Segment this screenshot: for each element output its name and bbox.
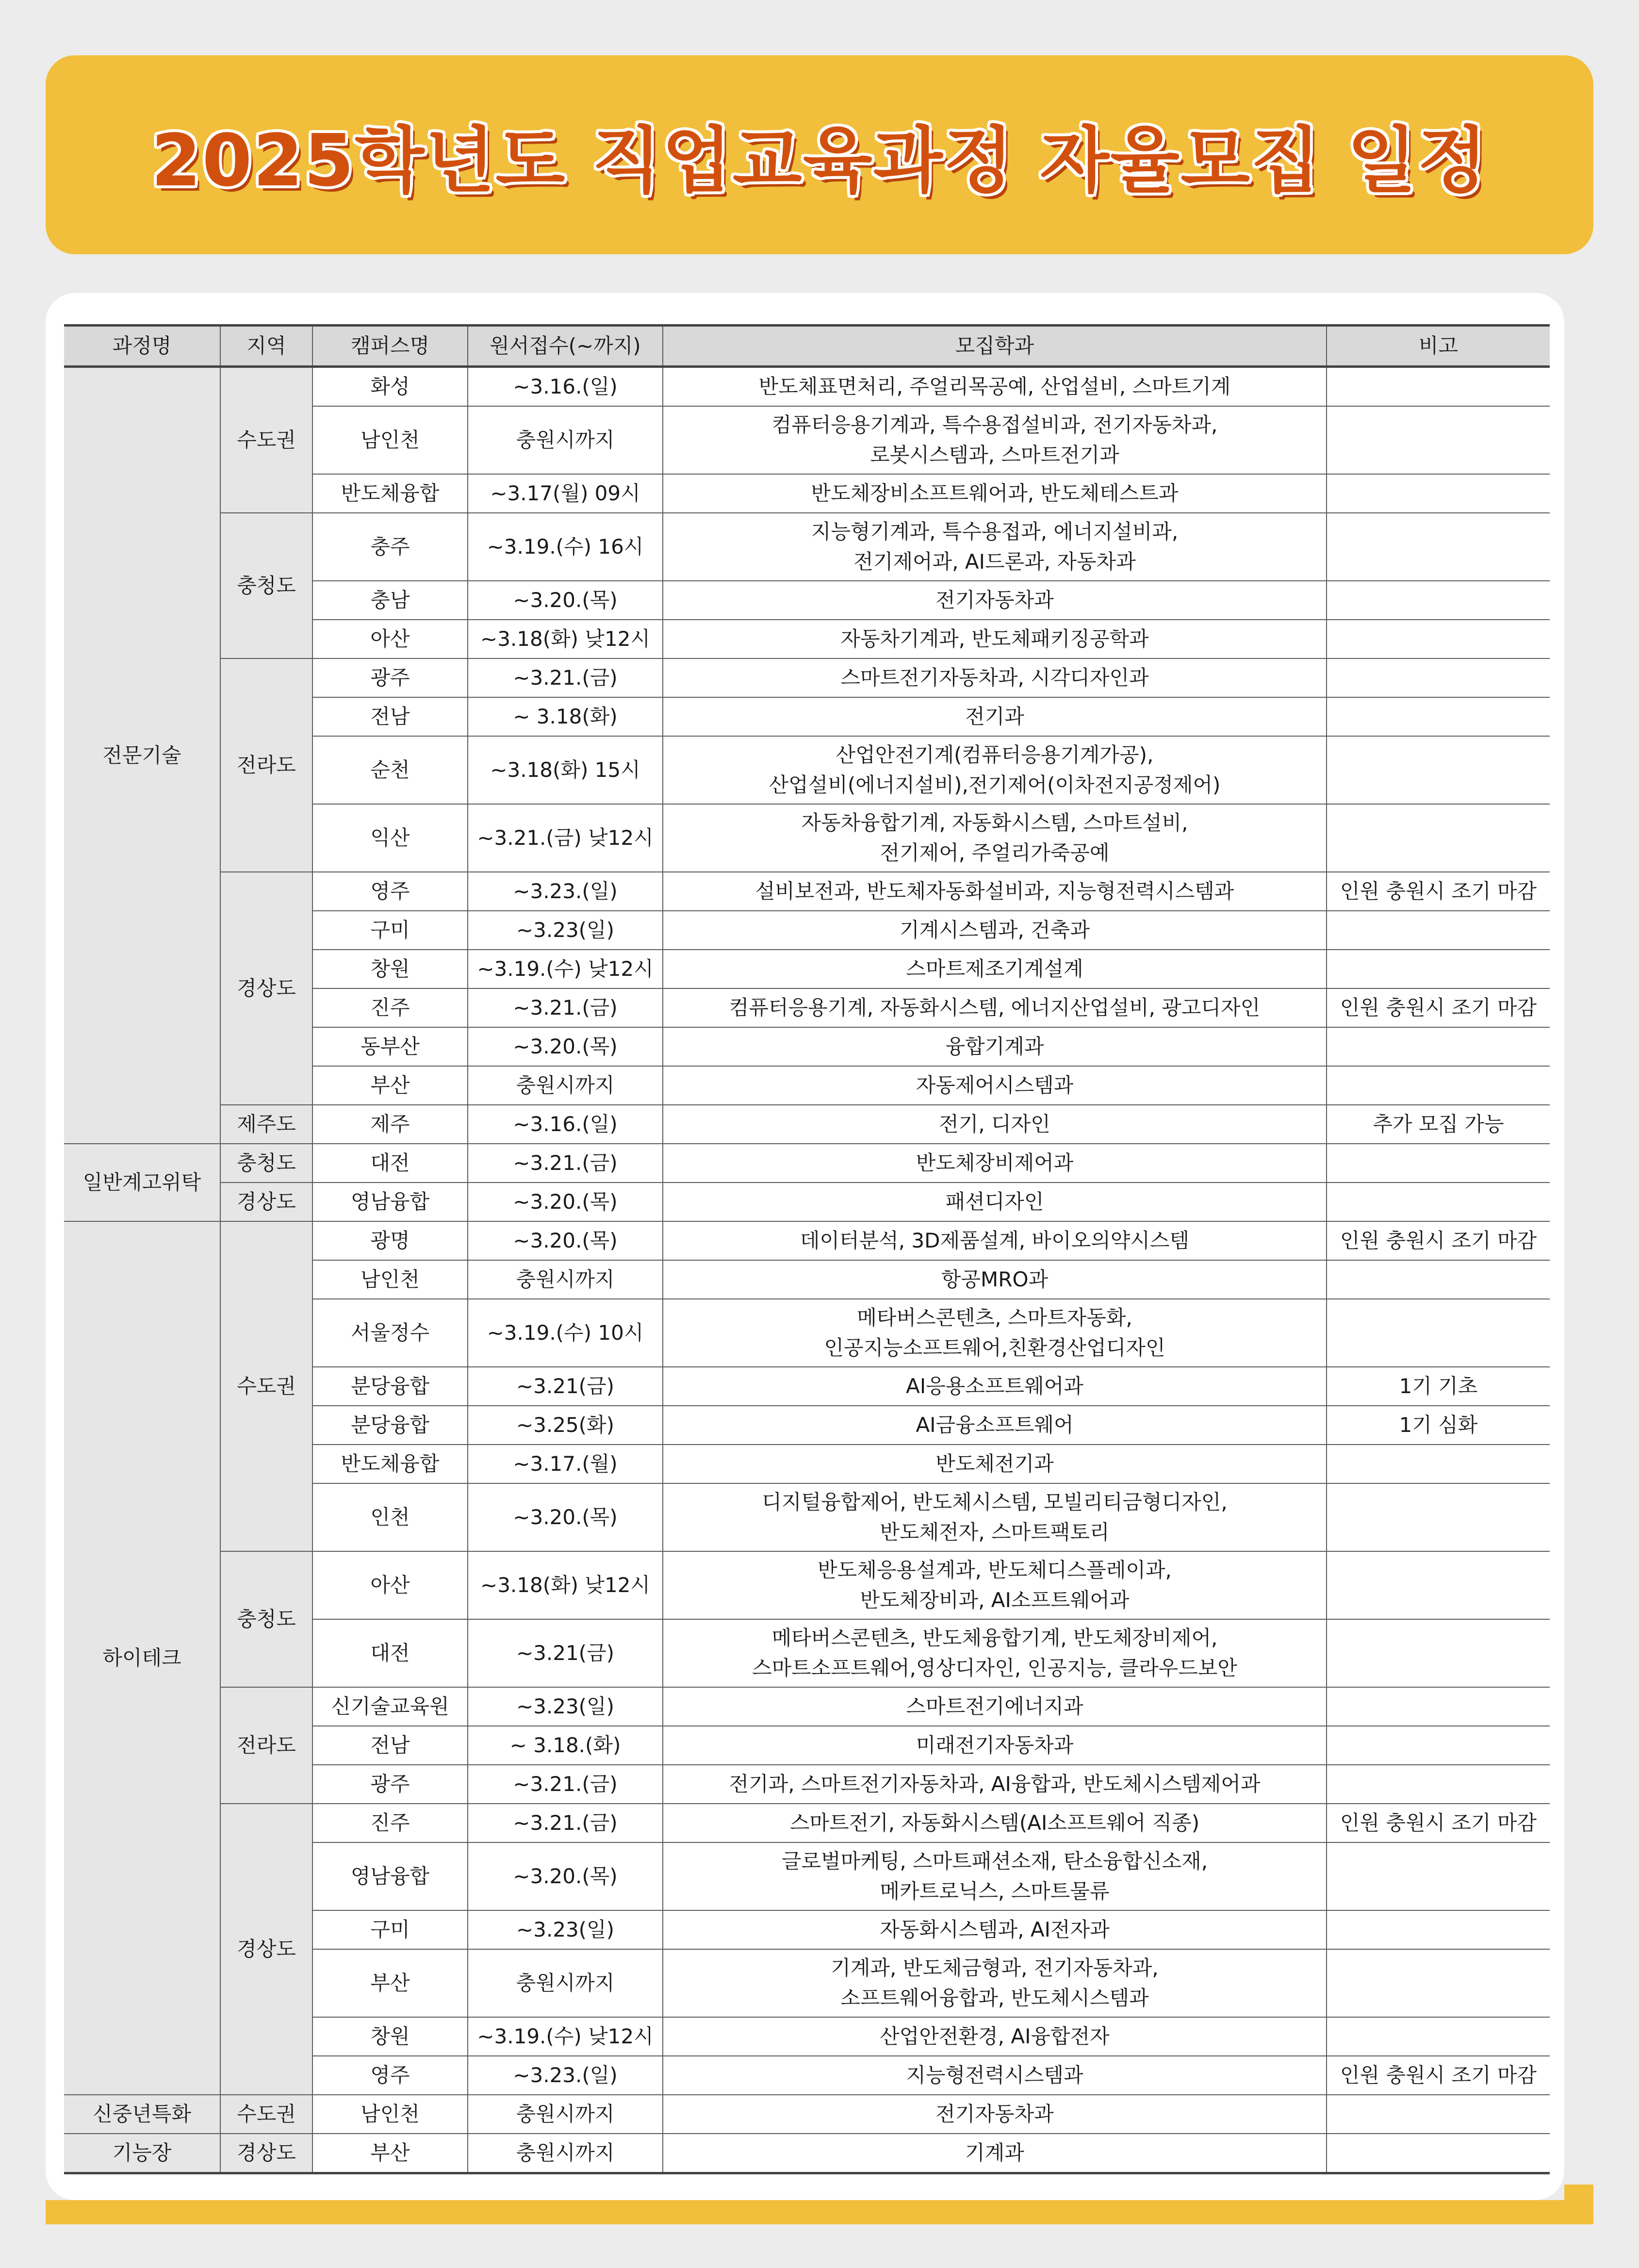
campus-cell: 전남: [312, 697, 468, 736]
departments-cell: [663, 872, 1327, 911]
note-cell: [1327, 1687, 1550, 1726]
note-cell: 인원 충원시 조기 마감: [1327, 1221, 1550, 1260]
departments-cell: [663, 1367, 1327, 1406]
campus-cell: 아산: [312, 620, 468, 658]
deadline-cell: ~3.21(금): [468, 1367, 663, 1406]
department-line: 지능형기계과, 특수용접과, 에너지설비과,: [811, 520, 1179, 543]
campus-cell: 아산: [312, 1551, 468, 1619]
region-cell: 충청도: [220, 1144, 312, 1183]
table-row: [64, 1183, 1550, 1221]
department-line: 반도체장비소프트웨어과, 반도체테스트과: [811, 481, 1179, 505]
note-cell: [1327, 804, 1550, 872]
table-body: [64, 367, 1550, 2173]
department-line: 메타버스콘텐츠, 반도체융합기계, 반도체장비제어,: [771, 1626, 1218, 1650]
campus-cell: 충남: [312, 581, 468, 620]
table-row: [64, 658, 1550, 697]
campus-cell: 구미: [312, 911, 468, 950]
campus-cell: 충주: [312, 513, 468, 581]
departments-cell: [663, 1726, 1327, 1765]
campus-cell: 부산: [312, 1066, 468, 1105]
table-row: [64, 367, 1550, 407]
note-cell: [1327, 1144, 1550, 1183]
note-cell: [1327, 1910, 1550, 1949]
department-line: 지능형전력시스템과: [906, 2063, 1083, 2087]
deadline-cell: ~3.16.(일): [468, 367, 663, 407]
note-cell: [1327, 1765, 1550, 1804]
course-name-cell: 신중년특화: [64, 2095, 220, 2134]
departments-cell: [663, 1406, 1327, 1445]
department-line: 산업안전기계(컴퓨터응용기계가공),: [836, 743, 1154, 767]
departments-cell: [663, 1144, 1327, 1183]
note-cell: 1기 기초: [1327, 1367, 1550, 1406]
department-line: 패션디자인: [945, 1190, 1044, 1214]
note-cell: 인원 충원시 조기 마감: [1327, 872, 1550, 911]
region-cell: 경상도: [220, 1183, 312, 1221]
departments-cell: [663, 736, 1327, 804]
campus-cell: 반도체융합: [312, 1445, 468, 1483]
deadline-cell: ~3.18(화) 낮12시: [468, 620, 663, 658]
note-cell: [1327, 697, 1550, 736]
note-cell: [1327, 1260, 1550, 1299]
department-line: 스마트전기에너지과: [906, 1694, 1083, 1718]
deadline-cell: 충원시까지: [468, 1066, 663, 1105]
table-row: [64, 1804, 1550, 1842]
region-cell: 제주도: [220, 1105, 312, 1144]
departments-cell: [663, 1687, 1327, 1726]
department-line: 자동차융합기계, 자동화시스템, 스마트설비,: [801, 811, 1188, 835]
departments-cell: [663, 2017, 1327, 2056]
region-cell: 수도권: [220, 1221, 312, 1551]
table-row: [64, 2134, 1550, 2173]
region-cell: 경상도: [220, 1804, 312, 2095]
department-line: 스마트소프트웨어,영상디자인, 인공지능, 클라우드보안: [752, 1656, 1237, 1680]
departments-cell: [663, 1483, 1327, 1551]
campus-cell: 남인천: [312, 406, 468, 474]
department-line: 전기자동차과: [935, 588, 1054, 612]
departments-cell: [663, 1445, 1327, 1483]
header-region: 지역: [220, 326, 312, 367]
note-cell: [1327, 1445, 1550, 1483]
campus-cell: 진주: [312, 1804, 468, 1842]
note-cell: [1327, 2095, 1550, 2134]
deadline-cell: 충원시까지: [468, 406, 663, 474]
note-cell: 1기 심화: [1327, 1406, 1550, 1445]
department-line: 미래전기자동차과: [916, 1733, 1074, 1757]
note-cell: [1327, 658, 1550, 697]
department-line: AI금융소프트웨어: [916, 1413, 1074, 1437]
deadline-cell: ~3.23.(일): [468, 872, 663, 911]
campus-cell: 창원: [312, 950, 468, 988]
departments-cell: [663, 1765, 1327, 1804]
department-line: AI응용소프트웨어과: [906, 1374, 1083, 1398]
deadline-cell: ~3.20.(목): [468, 1483, 663, 1551]
region-cell: 경상도: [220, 2134, 312, 2173]
deadline-cell: ~3.21.(금): [468, 658, 663, 697]
region-cell: 전라도: [220, 1687, 312, 1804]
campus-cell: 분당융합: [312, 1367, 468, 1406]
table-row: [64, 1144, 1550, 1183]
deadline-cell: ~3.20.(목): [468, 1183, 663, 1221]
deadline-cell: ~3.19.(수) 10시: [468, 1299, 663, 1367]
deadline-cell: ~3.19.(수) 16시: [468, 513, 663, 581]
note-cell: [1327, 1619, 1550, 1687]
note-cell: [1327, 1551, 1550, 1619]
department-line: 자동차기계과, 반도체패키징공학과: [840, 627, 1149, 651]
region-cell: 수도권: [220, 2095, 312, 2134]
deadline-cell: 충원시까지: [468, 2095, 663, 2134]
campus-cell: 부산: [312, 2134, 468, 2173]
note-cell: 인원 충원시 조기 마감: [1327, 1804, 1550, 1842]
departments-cell: [663, 911, 1327, 950]
course-name-cell: 기능장: [64, 2134, 220, 2173]
deadline-cell: ~3.20.(목): [468, 1027, 663, 1066]
department-line: 전기자동차과: [935, 2102, 1054, 2126]
department-line: 산업안전환경, AI융합전자: [880, 2024, 1110, 2048]
department-line: 전기과, 스마트전기자동차과, AI융합과, 반도체시스템제어과: [729, 1772, 1261, 1796]
region-cell: 전라도: [220, 658, 312, 872]
course-name-cell: 전문기술: [64, 367, 220, 1144]
department-line: 전기제어, 주얼리가죽공예: [880, 841, 1110, 865]
region-cell: 수도권: [220, 367, 312, 513]
department-line: 기계과: [965, 2141, 1024, 2165]
department-line: 기계시스템과, 건축과: [900, 918, 1090, 942]
deadline-cell: 충원시까지: [468, 2134, 663, 2173]
campus-cell: 진주: [312, 988, 468, 1027]
deadline-cell: 충원시까지: [468, 1949, 663, 2017]
region-cell: 경상도: [220, 872, 312, 1105]
departments-cell: [663, 2095, 1327, 2134]
department-line: 전기, 디자인: [939, 1112, 1050, 1136]
table-row: [64, 1105, 1550, 1144]
campus-cell: 제주: [312, 1105, 468, 1144]
deadline-cell: ~3.18(화) 낮12시: [468, 1551, 663, 1619]
note-cell: [1327, 1066, 1550, 1105]
note-cell: 인원 충원시 조기 마감: [1327, 2056, 1550, 2095]
header-departments: 모집학과: [663, 326, 1327, 367]
departments-cell: [663, 2056, 1327, 2095]
campus-cell: 영남융합: [312, 1183, 468, 1221]
deadline-cell: ~3.21.(금): [468, 1804, 663, 1842]
departments-cell: [663, 1105, 1327, 1144]
departments-cell: [663, 1842, 1327, 1910]
note-cell: [1327, 1726, 1550, 1765]
deadline-cell: ~3.21.(금): [468, 988, 663, 1027]
table-header-row: [64, 326, 1550, 367]
departments-cell: [663, 1299, 1327, 1367]
deadline-cell: ~3.21.(금): [468, 1144, 663, 1183]
campus-cell: 대전: [312, 1144, 468, 1183]
deadline-cell: ~3.19.(수) 낮12시: [468, 950, 663, 988]
campus-cell: 반도체융합: [312, 474, 468, 513]
departments-cell: [663, 1619, 1327, 1687]
header-deadline: 원서접수(~까지): [468, 326, 663, 367]
department-line: 로봇시스템과, 스마트전기과: [870, 443, 1119, 467]
table-row: [64, 1221, 1550, 1260]
note-cell: [1327, 1842, 1550, 1910]
campus-cell: 광명: [312, 1221, 468, 1260]
department-line: 산업설비(에너지설비),전기제어(이차전지공정제어): [769, 773, 1221, 797]
department-line: 반도체장비제어과: [916, 1151, 1074, 1175]
department-line: 설비보전과, 반도체자동화설비과, 지능형전력시스템과: [755, 879, 1234, 903]
deadline-cell: ~3.20.(목): [468, 581, 663, 620]
departments-cell: [663, 1183, 1327, 1221]
deadline-cell: ~3.17(월) 09시: [468, 474, 663, 513]
note-cell: [1327, 513, 1550, 581]
campus-cell: 신기술교육원: [312, 1687, 468, 1726]
deadline-cell: 충원시까지: [468, 1260, 663, 1299]
department-line: 스마트제조기계설계: [906, 957, 1083, 981]
department-line: 반도체전자, 스마트팩토리: [880, 1520, 1110, 1544]
title-banner: [46, 55, 1593, 254]
deadline-cell: ~3.23(일): [468, 1687, 663, 1726]
note-cell: [1327, 367, 1550, 407]
departments-cell: [663, 581, 1327, 620]
departments-cell: [663, 697, 1327, 736]
department-line: 반도체전기과: [935, 1452, 1054, 1476]
department-line: 항공MRO과: [941, 1267, 1049, 1291]
schedule-table: [64, 324, 1550, 2174]
departments-cell: [663, 950, 1327, 988]
departments-cell: [663, 620, 1327, 658]
department-line: 디지털융합제어, 반도체시스템, 모빌리티금형디자인,: [762, 1490, 1228, 1514]
departments-cell: [663, 1027, 1327, 1066]
note-cell: [1327, 581, 1550, 620]
departments-cell: [663, 804, 1327, 872]
campus-cell: 동부산: [312, 1027, 468, 1066]
note-cell: [1327, 736, 1550, 804]
department-line: 자동화시스템과, AI전자과: [880, 1918, 1110, 1941]
department-line: 기계과, 반도체금형과, 전기자동차과,: [831, 1956, 1159, 1980]
departments-cell: [663, 1221, 1327, 1260]
page-title: 2025학년도 직업교육과정 자율모집 일정: [151, 119, 1488, 202]
table-row: [64, 513, 1550, 581]
department-line: 반도체표면처리, 주얼리목공예, 산업설비, 스마트기계: [758, 375, 1231, 398]
note-cell: [1327, 1483, 1550, 1551]
departments-cell: [663, 1910, 1327, 1949]
campus-cell: 화성: [312, 367, 468, 407]
departments-cell: [663, 1066, 1327, 1105]
departments-cell: [663, 2134, 1327, 2173]
header-campus: 캠퍼스명: [312, 326, 468, 367]
departments-cell: [663, 1551, 1327, 1619]
department-line: 스마트전기자동차과, 시각디자인과: [840, 666, 1149, 690]
note-cell: 추가 모집 가능: [1327, 1105, 1550, 1144]
deadline-cell: ~3.17.(월): [468, 1445, 663, 1483]
department-line: 반도체장비과, AI소프트웨어과: [860, 1588, 1130, 1612]
deadline-cell: ~3.19.(수) 낮12시: [468, 2017, 663, 2056]
campus-cell: 익산: [312, 804, 468, 872]
course-name-cell: 하이테크: [64, 1221, 220, 2095]
departments-cell: [663, 513, 1327, 581]
department-line: 컴퓨터응용기계과, 특수용접설비과, 전기자동차과,: [771, 413, 1218, 437]
table-row: [64, 1687, 1550, 1726]
note-cell: [1327, 1027, 1550, 1066]
department-line: 인공지능소프트웨어,친환경산업디자인: [824, 1336, 1165, 1360]
footer-bar: [46, 2200, 1593, 2224]
note-cell: [1327, 1183, 1550, 1221]
deadline-cell: ~3.20.(목): [468, 1842, 663, 1910]
note-cell: 인원 충원시 조기 마감: [1327, 988, 1550, 1027]
department-line: 스마트전기, 자동화시스템(AI소프트웨어 직종): [789, 1811, 1200, 1835]
department-line: 전기제어과, AI드론과, 자동차과: [853, 550, 1136, 574]
deadline-cell: ~3.21.(금) 낮12시: [468, 804, 663, 872]
departments-cell: [663, 988, 1327, 1027]
note-cell: [1327, 2017, 1550, 2056]
campus-cell: 구미: [312, 1910, 468, 1949]
department-line: 자동제어시스템과: [916, 1073, 1074, 1097]
course-name-cell: 일반계고위탁: [64, 1144, 220, 1221]
deadline-cell: ~3.23(일): [468, 911, 663, 950]
region-cell: 충청도: [220, 513, 312, 658]
note-cell: [1327, 1949, 1550, 2017]
campus-cell: 광주: [312, 1765, 468, 1804]
header-note: 비고: [1327, 326, 1550, 367]
campus-cell: 분당융합: [312, 1406, 468, 1445]
campus-cell: 서울정수: [312, 1299, 468, 1367]
department-line: 소프트웨어융합과, 반도체시스템과: [840, 1986, 1149, 2010]
note-cell: [1327, 911, 1550, 950]
deadline-cell: ~3.21(금): [468, 1619, 663, 1687]
campus-cell: 남인천: [312, 1260, 468, 1299]
department-line: 전기과: [965, 705, 1024, 728]
deadline-cell: ~3.20.(목): [468, 1221, 663, 1260]
note-cell: [1327, 950, 1550, 988]
campus-cell: 부산: [312, 1949, 468, 2017]
departments-cell: [663, 474, 1327, 513]
campus-cell: 순천: [312, 736, 468, 804]
table-row: [64, 872, 1550, 911]
deadline-cell: ~3.23(일): [468, 1910, 663, 1949]
departments-cell: [663, 406, 1327, 474]
department-line: 융합기계과: [945, 1035, 1044, 1058]
departments-cell: [663, 658, 1327, 697]
note-cell: [1327, 474, 1550, 513]
department-line: 데이터분석, 3D제품설계, 바이오의약시스템: [800, 1229, 1190, 1252]
campus-cell: 영주: [312, 872, 468, 911]
campus-cell: 전남: [312, 1726, 468, 1765]
deadline-cell: ~3.23.(일): [468, 2056, 663, 2095]
campus-cell: 창원: [312, 2017, 468, 2056]
campus-cell: 광주: [312, 658, 468, 697]
table-row: [64, 1551, 1550, 1619]
note-cell: [1327, 406, 1550, 474]
note-cell: [1327, 2134, 1550, 2173]
deadline-cell: ~3.21.(금): [468, 1765, 663, 1804]
department-line: 반도체응용설계과, 반도체디스플레이과,: [818, 1558, 1172, 1582]
header-course: 과정명: [64, 326, 220, 367]
campus-cell: 대전: [312, 1619, 468, 1687]
deadline-cell: ~3.18(화) 15시: [468, 736, 663, 804]
deadline-cell: ~ 3.18(화): [468, 697, 663, 736]
departments-cell: [663, 1949, 1327, 2017]
departments-cell: [663, 367, 1327, 407]
departments-cell: [663, 1804, 1327, 1842]
department-line: 컴퓨터응용기계, 자동화시스템, 에너지산업설비, 광고디자인: [729, 996, 1261, 1019]
campus-cell: 영주: [312, 2056, 468, 2095]
deadline-cell: ~3.16.(일): [468, 1105, 663, 1144]
deadline-cell: ~ 3.18.(화): [468, 1726, 663, 1765]
department-line: 글로벌마케팅, 스마트패션소재, 탄소융합신소재,: [781, 1849, 1208, 1873]
campus-cell: 영남융합: [312, 1842, 468, 1910]
table-row: [64, 2095, 1550, 2134]
campus-cell: 인천: [312, 1483, 468, 1551]
note-cell: [1327, 620, 1550, 658]
department-line: 메타버스콘텐츠, 스마트자동화,: [857, 1306, 1132, 1330]
deadline-cell: ~3.25(화): [468, 1406, 663, 1445]
note-cell: [1327, 1299, 1550, 1367]
region-cell: 충청도: [220, 1551, 312, 1687]
campus-cell: 남인천: [312, 2095, 468, 2134]
departments-cell: [663, 1260, 1327, 1299]
department-line: 메카트로닉스, 스마트물류: [880, 1879, 1110, 1903]
